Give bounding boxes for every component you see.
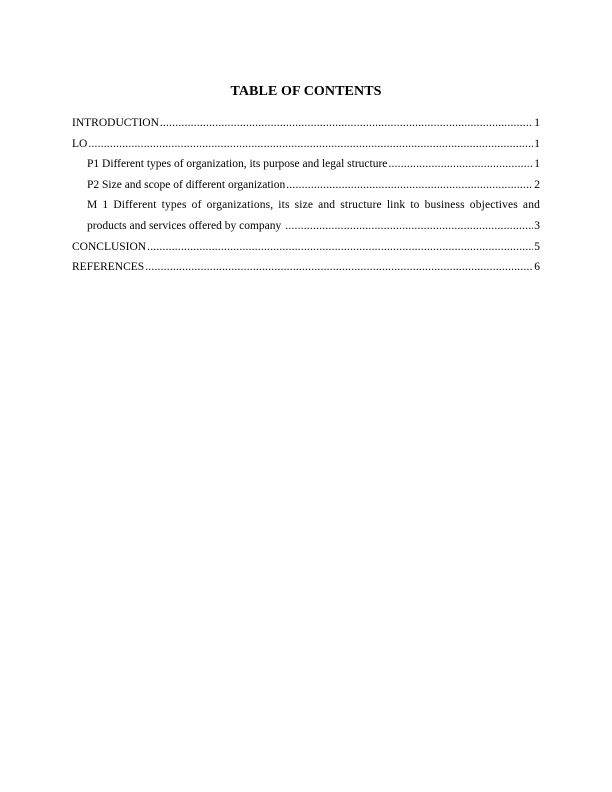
dot-leader <box>88 134 533 155</box>
toc-entry-conclusion[interactable] <box>72 237 540 258</box>
toc-entry-page: 1 <box>534 117 540 129</box>
toc-title: TABLE OF CONTENTS <box>230 84 382 99</box>
toc-entry-page: 1 <box>534 137 540 150</box>
toc-entry-label: INTRODUCTION <box>72 117 159 129</box>
dot-leader <box>147 237 533 258</box>
dot-leader <box>160 113 533 134</box>
toc-entry-lo[interactable] <box>72 134 540 155</box>
toc-entry-page: 2 <box>534 178 540 191</box>
toc-entry-p1[interactable] <box>72 154 540 175</box>
toc-entry-page: 5 <box>534 240 540 253</box>
toc-entry-page: 3 <box>534 219 540 232</box>
toc-entry-label: CONCLUSION <box>72 240 147 253</box>
dot-leader <box>145 257 533 278</box>
toc-entry-label-line1 <box>87 195 540 216</box>
toc-entry-label-line2: products and services offered by company <box>87 219 282 232</box>
toc-entry-label-line2-row <box>87 216 540 237</box>
dot-leader <box>286 175 533 196</box>
toc-entry-page: 6 <box>534 261 540 274</box>
toc-entry-p2[interactable] <box>72 175 540 196</box>
toc-entry-m1[interactable] <box>72 195 540 236</box>
toc-entry-label-text: M 1 Different types of organizations, its size and structure link to business objectives and <box>87 199 540 212</box>
toc-entry-label: REFERENCES <box>72 261 145 274</box>
toc-entry-page: 1 <box>534 158 540 171</box>
toc-entry-label: LO <box>72 137 88 150</box>
toc-entry-label: P2 Size and scope of different organization <box>87 178 286 191</box>
toc-entry-label: P1 Different types of organization, its purpose and legal structure <box>87 158 388 171</box>
toc-entry-introduction[interactable] <box>72 113 540 134</box>
table-of-contents <box>72 113 540 278</box>
dot-leader <box>388 154 533 175</box>
toc-entry-references[interactable] <box>72 257 540 278</box>
dot-leader <box>285 216 533 237</box>
